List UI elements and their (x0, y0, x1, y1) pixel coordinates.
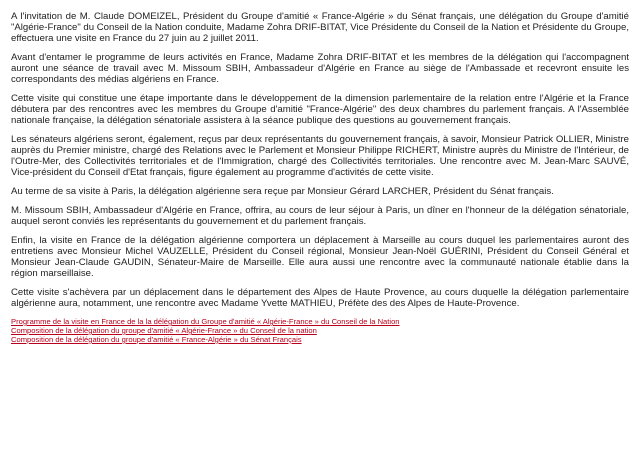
link-visit-programme[interactable]: Programme de la visite en France de la la délégation du Groupe d'amitié « Algérie-France » du Conseil de la Nation (11, 317, 400, 326)
paragraph-meetings: Cette visite qui constitue une étape importante dans le développement de la dimension parlementaire de la relation entre l'Algérie et la France débutera par des rencontres avec les membres du Groupe d'amitié "France-Algérie" des deux chambres du parlement français. A l'Assemblée nationale française, la délégation sénatoriale assistera à la séance publique des questions au gouvernement français. (11, 93, 629, 126)
paragraph-marseille: Enfin, la visite en France de la délégation algérienne comportera un déplacement à Marseille au cours duquel les parlementaires auront des entretiens avec Monsieur Michel VAUZELLE, Président du Conseil régional, Monsieur Jean-Noël GUÉRINI, Président du Conseil Général et Monsieur Jean-Claude GAUDIN, Sénateur-Maire de Marseille. Elle aura aussi une rencontre avec la communauté nationale établie dans la région marseillaise. (11, 235, 629, 279)
paragraph-government-reception: Les sénateurs algériens seront, également, reçus par deux représentants du gouvernement français, à savoir, Monsieur Patrick OLLIER, Ministre auprès du Premier ministre, chargé des Relations avec le Parlement et Monsieur Philippe RICHERT, Ministre auprès du Ministre de l'Intérieur, de l'Outre-Mer, des Collectivités territoriales et de l'Immigration, chargé des Collectivités territoriales. Une rencontre avec M. Jean-Marc SAUVÉ, Vice-président du Conseil d'Etat français, figure également au programme d'activités de cette visite. (11, 134, 629, 178)
paragraph-senate-president: Au terme de sa visite à Paris, la délégation algérienne sera reçue par Monsieur Gérard LARCHER, Président du Sénat français. (11, 186, 554, 197)
paragraph-invitation: A l'invitation de M. Claude DOMEIZEL, Président du Groupe d'amitié « France-Algérie » du Sénat français, une délégation du Groupe d'amitié "Algérie-France" du Conseil de la Nation conduite, Madame Zohra DRIF-BITAT, Vice Présidente du Conseil de la Nation et Présidente du Groupe, effectuera une visite en France du 27 juin au 2 juillet 2011. (11, 11, 629, 44)
document-body (11, 11, 629, 344)
related-links (11, 317, 629, 344)
paragraph-ambassador-dinner: M. Missoum SBIH, Ambassadeur d'Algérie en France, offrira, au cours de leur séjour à Paris, un dîner en l'honneur de la délégation sénatoriale, auquel seront conviés les représentants du gouvernement et du parlement français. (11, 205, 629, 227)
link-france-delegation-composition[interactable]: Composition de la délégation du groupe d'amitié « France-Algérie » du Sénat Français (11, 335, 302, 344)
link-algeria-delegation-composition[interactable]: Composition de la délégation du groupe d'amitié « Algérie-France » du Conseil de la nation (11, 326, 317, 335)
paragraph-working-session: Avant d'entamer le programme de leurs activités en France, Madame Zohra DRIF-BITAT et les membres de la délégation qui l'accompagnent auront une séance de travail avec M. Missoum SBIH, Ambassadeur d'Algérie en France au siège de l'Ambassade et recevront ensuite les correspondants des médias algériens en France. (11, 52, 629, 85)
paragraph-alpes-provence: Cette visite s'achèvera par un déplacement dans le département des Alpes de Haute Provence, au cours duquelle la délégation parlementaire algérienne aura, notamment, une rencontre avec Madame Yvette MATHIEU, Préfète des des Alpes de Haute-Provence. (11, 287, 629, 309)
